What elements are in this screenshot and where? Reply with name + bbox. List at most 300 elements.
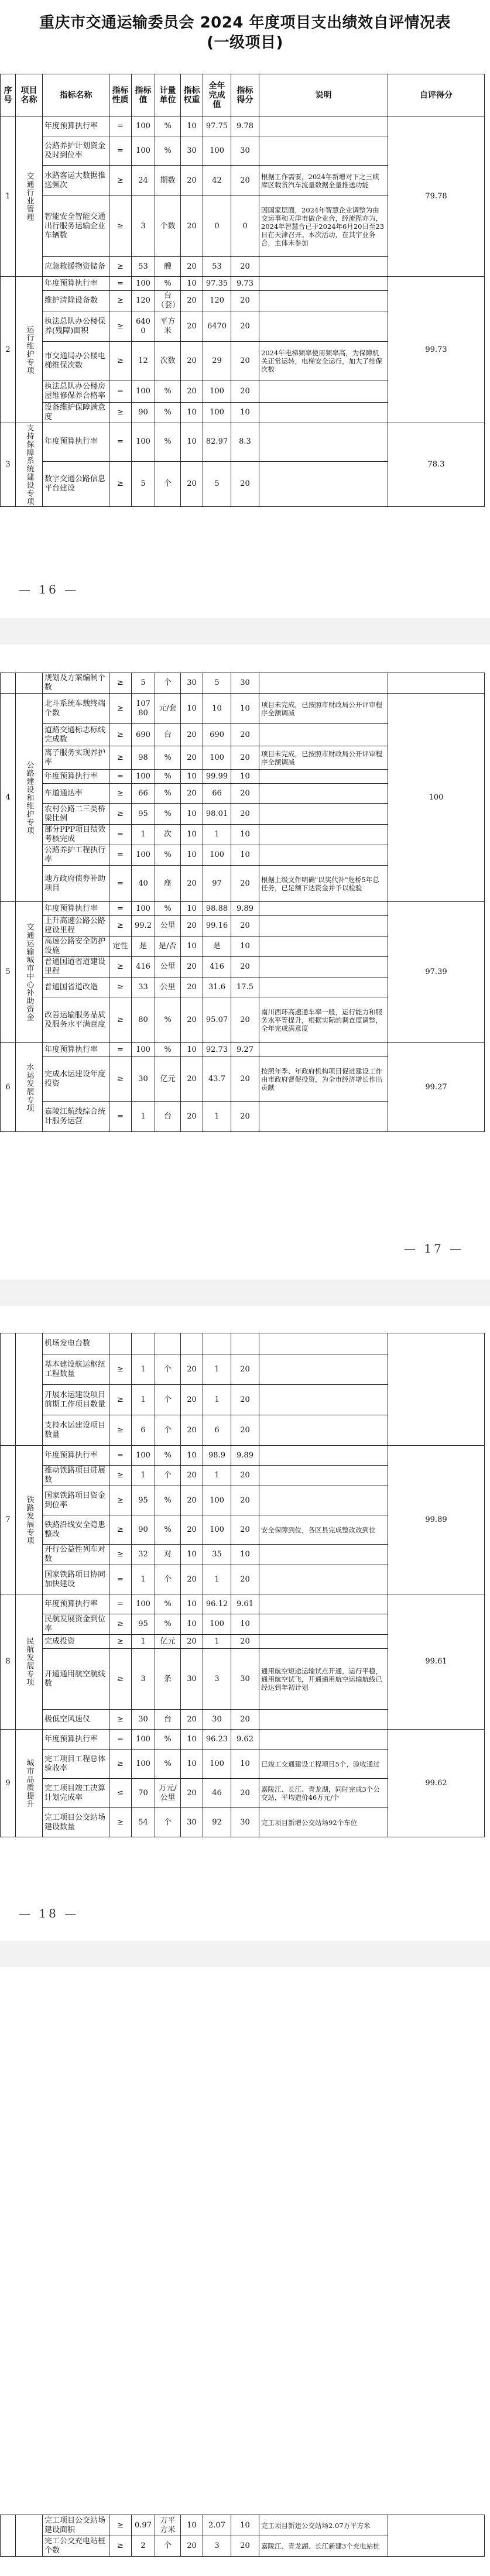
value: 100	[132, 902, 155, 916]
indicator: 设备维护保障满意度	[43, 403, 109, 423]
unit: %	[155, 770, 181, 784]
value: 100	[132, 136, 155, 166]
unit: 亿元	[155, 1057, 181, 1102]
points: 20	[231, 997, 259, 1043]
value: 0.97	[132, 2515, 155, 2536]
note: 完工项目新建公交站场2.07万平方米	[259, 2515, 388, 2536]
row-no: 8	[1, 1594, 16, 1730]
nature: ≥	[109, 2515, 132, 2536]
done: 95.07	[203, 997, 231, 1043]
unit: %	[155, 380, 181, 403]
indicator: 应急救援物资储备	[43, 257, 109, 277]
nature: ≤	[109, 1779, 132, 1808]
indicator: 开通通用航空航线数	[43, 1649, 109, 1710]
nature: ≥	[109, 196, 132, 257]
done: 1	[203, 1466, 231, 1486]
value: 5	[132, 673, 155, 694]
points: 20	[231, 1779, 259, 1808]
header-row	[1, 74, 485, 116]
note	[259, 1466, 388, 1486]
note	[259, 1102, 388, 1132]
table-row	[1, 902, 485, 916]
points: 20	[231, 1102, 259, 1132]
done: 3	[203, 1649, 231, 1710]
unit: 对	[155, 1545, 181, 1565]
weight: 10	[181, 1545, 203, 1565]
page-number: — 17 —	[404, 1241, 464, 1256]
note	[259, 461, 388, 506]
weight: 20	[181, 916, 203, 937]
unit: 是/否	[155, 937, 181, 957]
nature: =	[109, 1565, 132, 1594]
done: 35	[203, 1545, 231, 1565]
weight: 20	[181, 1385, 203, 1415]
value: 95	[132, 1486, 155, 1515]
done: 46	[203, 1779, 231, 1808]
value: 1	[132, 825, 155, 845]
points: 9.78	[231, 116, 259, 136]
nature: ≥	[109, 916, 132, 937]
indicator: 离子服务实现养护率	[43, 746, 109, 770]
nature: 定性	[109, 937, 132, 957]
note	[259, 902, 388, 916]
weight: 20	[181, 1486, 203, 1515]
table-row	[1, 1043, 485, 1057]
points: 20	[231, 2536, 259, 2557]
note: 根据工作需要，2024年新增对下之三峡库区载货汽车流量数据全量推送功能	[259, 166, 388, 196]
nature: =	[109, 277, 132, 291]
points: 10	[231, 845, 259, 866]
header-score: 自评得分	[388, 74, 485, 116]
indicator: 国家铁路项目资金到位率	[43, 1486, 109, 1515]
note	[259, 1486, 388, 1515]
value: 100	[132, 845, 155, 866]
indicator: 年度预算执行率	[43, 902, 109, 916]
row-no: 7	[1, 1446, 16, 1594]
note	[259, 1545, 388, 1565]
value: 54	[132, 1808, 155, 1837]
indicator: 规划及方案编制个数	[43, 673, 109, 694]
value: 99.2	[132, 916, 155, 937]
weight: 10	[181, 1043, 203, 1057]
points: 20	[231, 257, 259, 277]
unit: %	[155, 1750, 181, 1779]
note: 嘉陵江、青龙湖、长江新建3个充电站桩	[259, 2536, 388, 2557]
indicator: 农村公路二三类桥梁比例	[43, 804, 109, 825]
table-row	[1, 694, 485, 724]
value: 3	[132, 196, 155, 257]
unit: 次	[155, 825, 181, 845]
note	[259, 1614, 388, 1635]
note	[259, 937, 388, 957]
value: 90	[132, 403, 155, 423]
header-note: 说明	[259, 74, 388, 116]
indicator: 年度预算执行率	[43, 1594, 109, 1614]
done: 是	[203, 937, 231, 957]
weight: 30	[181, 673, 203, 694]
value: 100	[132, 770, 155, 784]
points: 8.3	[231, 423, 259, 462]
table-page-1	[0, 74, 485, 507]
nature: ≥	[109, 291, 132, 311]
weight: 20	[181, 957, 203, 977]
nature: =	[109, 902, 132, 916]
project-name: 交通运输城市中心补助资金	[16, 902, 43, 1043]
weight	[181, 1333, 203, 1354]
unit: %	[155, 277, 181, 291]
done	[203, 1333, 231, 1354]
header-indicator: 指标名称	[43, 74, 109, 116]
points: 20	[231, 957, 259, 977]
project-name: 铁路发展专项	[16, 1446, 43, 1594]
empty-cell	[1, 1333, 16, 1446]
weight: 10	[181, 1730, 203, 1750]
nature: ≥	[109, 784, 132, 804]
nature: =	[109, 1446, 132, 1466]
done: 1	[203, 1565, 231, 1594]
row-no: 5	[1, 902, 16, 1043]
unit: %	[155, 136, 181, 166]
done: 98.88	[203, 902, 231, 916]
note	[259, 977, 388, 997]
done: 100	[203, 1486, 231, 1515]
page-number: — 16 —	[19, 582, 79, 596]
indicator: 执法总队办公楼保养(残障)面积	[43, 311, 109, 342]
points: 20	[231, 342, 259, 380]
value: 95	[132, 1614, 155, 1635]
value: 是	[132, 937, 155, 957]
weight: 30	[181, 1649, 203, 1710]
value: 30	[132, 1057, 155, 1102]
value: 5	[132, 461, 155, 506]
header-done: 全年完成值	[203, 74, 231, 116]
indicator: 年度预算执行率	[43, 277, 109, 291]
weight: 20	[181, 1354, 203, 1385]
nature: ≥	[109, 403, 132, 423]
nature: =	[109, 1730, 132, 1750]
points: 9.61	[231, 1594, 259, 1614]
nature: ≥	[109, 1466, 132, 1486]
points: 30	[231, 136, 259, 166]
points: 20	[231, 1415, 259, 1446]
weight: 20	[181, 746, 203, 770]
table-row	[1, 116, 485, 136]
table-row	[1, 673, 485, 694]
note	[259, 1333, 388, 1354]
table-row	[1, 2515, 485, 2536]
unit: 条	[155, 1649, 181, 1710]
indicator: 年度预算执行率	[43, 1043, 109, 1057]
weight: 20	[181, 166, 203, 196]
points: 20	[231, 461, 259, 506]
done: 416	[203, 957, 231, 977]
value: 80	[132, 997, 155, 1043]
value: 100	[132, 277, 155, 291]
page-1	[0, 0, 490, 618]
points: 20	[231, 1466, 259, 1486]
points: 10	[231, 694, 259, 724]
row-no: 6	[1, 1043, 16, 1132]
note: 因国家层面，2024年智慧企业调整为由交运事和天津市做企业合，经流程亦为，2024年智慧合已于2024年6月20日至23日在天津召开。本次活动，在其宇业务合，主体未参加	[259, 196, 388, 257]
indicator: 年度预算执行率	[43, 1446, 109, 1466]
done: 6	[203, 1415, 231, 1446]
table-row	[1, 1333, 485, 1354]
points: 10	[231, 1750, 259, 1779]
table-row	[1, 1594, 485, 1614]
note	[259, 845, 388, 866]
note	[259, 291, 388, 311]
nature: ≥	[109, 694, 132, 724]
header-nature: 指标性质	[109, 74, 132, 116]
note: 项目未完成，已按照市财政局公开评审程序全额调减	[259, 694, 388, 724]
indicator: 推动铁路项目进展数	[43, 1466, 109, 1486]
nature: ≥	[109, 1635, 132, 1649]
points: 20	[231, 1565, 259, 1594]
weight: 20	[181, 196, 203, 257]
note: 按照年季、年政府机构项目促进建设工作由市政府督促投资，为全市经济增长作出贡献	[259, 1057, 388, 1102]
empty-cell	[16, 1333, 43, 1446]
unit: 公里	[155, 916, 181, 937]
note	[259, 380, 388, 403]
value: 1	[132, 1385, 155, 1415]
done: 1	[203, 1354, 231, 1385]
nature: ≥	[109, 724, 132, 746]
unit: %	[155, 1486, 181, 1515]
points: 20	[231, 1515, 259, 1545]
weight: 10	[181, 694, 203, 724]
value: 120	[132, 291, 155, 311]
row-no: 2	[1, 277, 16, 423]
note	[259, 1446, 388, 1466]
points: 20	[231, 1635, 259, 1649]
nature: ≥	[109, 1545, 132, 1565]
points: 20	[231, 1354, 259, 1385]
value: 66	[132, 784, 155, 804]
unit: 个	[155, 461, 181, 506]
row-no: 9	[1, 1730, 16, 1837]
nature: =	[109, 380, 132, 403]
done: 100	[203, 1750, 231, 1779]
nature: =	[109, 770, 132, 784]
nature: ≥	[109, 1649, 132, 1710]
done: 99.99	[203, 770, 231, 784]
nature: ≥	[109, 997, 132, 1043]
weight: 10	[181, 423, 203, 462]
header-weight: 指标权重	[181, 74, 203, 116]
weight: 20	[181, 380, 203, 403]
unit: 艘	[155, 257, 181, 277]
weight: 20	[181, 1515, 203, 1545]
unit	[155, 1333, 181, 1354]
nature: ≥	[109, 1808, 132, 1837]
weight: 20	[181, 342, 203, 380]
weight: 10	[181, 845, 203, 866]
note: 项目未完成，已按照市财政局公开评审程序全额调减	[259, 746, 388, 770]
note	[259, 804, 388, 825]
indicator: 年度预算执行率	[43, 423, 109, 462]
weight: 20	[181, 1779, 203, 1808]
value: 100	[132, 1043, 155, 1057]
done: 98.01	[203, 804, 231, 825]
note: 2024年电梯频率使用频率高，为保障机关正常运转，电梯安全运行，加大了维保次数	[259, 342, 388, 380]
weight: 20	[181, 784, 203, 804]
done: 10	[203, 694, 231, 724]
unit: %	[155, 845, 181, 866]
done: 42	[203, 166, 231, 196]
nature: =	[109, 1102, 132, 1132]
unit: %	[155, 746, 181, 770]
self-score: 99.61	[388, 1594, 485, 1730]
weight: 20	[181, 1710, 203, 1730]
indicator: 数字交通公路信息平台建设	[43, 461, 109, 506]
note: 安全保障到位，各区县完成整改改到位	[259, 1515, 388, 1545]
done: 1	[203, 1385, 231, 1415]
unit: 个	[155, 1808, 181, 1837]
done: 92.73	[203, 1043, 231, 1057]
table-page-3	[0, 1333, 485, 1837]
unit: %	[155, 902, 181, 916]
table-row	[1, 1446, 485, 1466]
weight: 20	[181, 866, 203, 902]
project-name: 支持保障系统建设专项	[16, 423, 43, 507]
header-points: 指标得分	[231, 74, 259, 116]
value: 53	[132, 257, 155, 277]
page-3	[0, 1306, 490, 1941]
self-score: 99.73	[388, 277, 485, 423]
done: 1	[203, 825, 231, 845]
indicator: 机场发电台数	[43, 1333, 109, 1354]
points: 10	[231, 403, 259, 423]
indicator: 执法总队办公楼房屋维修保养合格率	[43, 380, 109, 403]
unit: %	[155, 784, 181, 804]
done: 92	[203, 1808, 231, 1837]
nature: ≥	[109, 746, 132, 770]
weight: 10	[181, 825, 203, 845]
row-no: 4	[1, 694, 16, 902]
unit: %	[155, 1446, 181, 1466]
page-gap	[0, 618, 490, 644]
note: 通用航空短途运输试点开通，运行平稳，通用航空试飞，开通通用航空运输航线已经达到年初计划	[259, 1649, 388, 1710]
indicator: 车道通达率	[43, 784, 109, 804]
points: 20	[231, 380, 259, 403]
note	[259, 257, 388, 277]
done: 98.9	[203, 1446, 231, 1466]
weight: 30	[181, 1808, 203, 1837]
weight: 10	[181, 1594, 203, 1614]
points: 20	[231, 1385, 259, 1415]
indicator: 支持水运建设项目数量	[43, 1415, 109, 1446]
value: 6400	[132, 311, 155, 342]
value: 100	[132, 1446, 155, 1466]
nature: ≥	[109, 2536, 132, 2557]
project-name: 公路建设和维护专项	[16, 694, 43, 902]
unit: %	[155, 1614, 181, 1635]
header-no: 序号	[1, 74, 16, 116]
nature: ≥	[109, 342, 132, 380]
unit: 台	[155, 724, 181, 746]
done: 30	[203, 1710, 231, 1730]
nature: ≥	[109, 1614, 132, 1635]
weight: 10	[181, 902, 203, 916]
unit: 台（套）	[155, 291, 181, 311]
unit: 个	[155, 1385, 181, 1415]
self-score: 99.62	[388, 1730, 485, 1837]
done: 1	[203, 1102, 231, 1132]
project-name: 交通行业管理	[16, 116, 43, 277]
value: 30	[132, 1710, 155, 1730]
nature: =	[109, 866, 132, 902]
points: 10	[231, 825, 259, 845]
unit: 个	[155, 1466, 181, 1486]
self-score: 78.3	[388, 423, 485, 507]
unit: 个	[155, 2536, 181, 2557]
empty-cell	[16, 673, 43, 694]
points: 9.27	[231, 1043, 259, 1057]
indicator: 水路客运大数据推送频次	[43, 166, 109, 196]
nature: ≥	[109, 1515, 132, 1545]
weight: 10	[181, 1446, 203, 1466]
done: 97.75	[203, 116, 231, 136]
weight: 10	[181, 804, 203, 825]
note: 已竣工交通建设工程项目5个，验收通过	[259, 1750, 388, 1779]
done: 97.35	[203, 277, 231, 291]
weight: 20	[181, 997, 203, 1043]
weight: 10	[181, 116, 203, 136]
value: 70	[132, 1779, 155, 1808]
indicator: 上升高速公路公路建设里程	[43, 916, 109, 937]
document-title	[0, 0, 490, 53]
points: 10	[231, 1545, 259, 1565]
value: 100	[132, 380, 155, 403]
points: 30	[231, 1808, 259, 1837]
indicator: 年度预算执行率	[43, 1730, 109, 1750]
indicator: 完工项目工程总体验收率	[43, 1750, 109, 1779]
table-page-2	[0, 673, 485, 1132]
value: 100	[132, 116, 155, 136]
indicator: 普通国道省道建设里程	[43, 957, 109, 977]
nature: =	[109, 423, 132, 462]
nature: =	[109, 116, 132, 136]
points: 20	[231, 1057, 259, 1102]
self-score: 79.78	[388, 116, 485, 277]
nature: ≥	[109, 977, 132, 997]
unit: %	[155, 403, 181, 423]
nature: ≥	[109, 673, 132, 694]
points: 0	[231, 196, 259, 257]
indicator: 民航发展资金到位率	[43, 1614, 109, 1635]
indicator: 改善运输服务品质及服务水平满意度	[43, 997, 109, 1043]
self-score: 99.27	[388, 1043, 485, 1132]
done: 100	[203, 380, 231, 403]
weight: 10	[181, 2515, 203, 2536]
nature: ≥	[109, 257, 132, 277]
done: 66	[203, 784, 231, 804]
unit: 台	[155, 1710, 181, 1730]
done: 100	[203, 136, 231, 166]
unit: %	[155, 423, 181, 462]
done: 43.7	[203, 1057, 231, 1102]
note	[259, 1354, 388, 1385]
self-score: 97.39	[388, 902, 485, 1043]
page-4	[0, 1967, 490, 2576]
points: 17.5	[231, 977, 259, 997]
table-page-4	[0, 2515, 485, 2557]
done: 29	[203, 342, 231, 380]
done: 100	[203, 1614, 231, 1635]
points: 10	[231, 1614, 259, 1635]
project-name: 运行维护专项	[16, 277, 43, 423]
nature: ≥	[109, 311, 132, 342]
